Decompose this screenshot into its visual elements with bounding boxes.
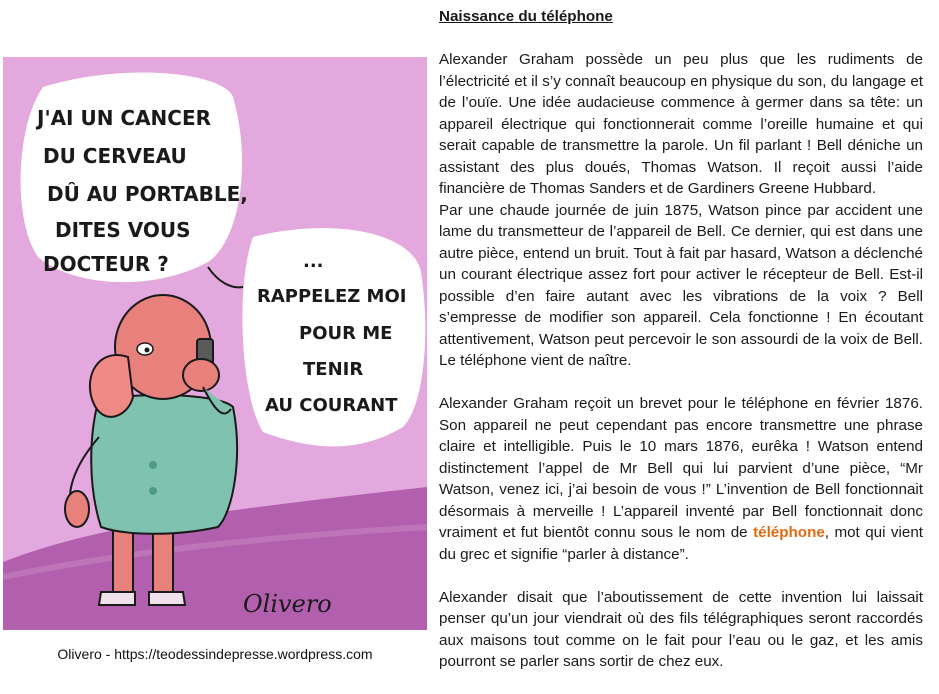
bubble-patient-line-4: DITES VOUS bbox=[55, 218, 191, 242]
highlight-telephone: téléphone bbox=[753, 524, 825, 541]
paragraph-3-text-start: Alexander Graham reçoit un brevet pour le téléphone en février 1876. Son appareil ne peut cependant pas encore transmettre une phrase claire et intelligible. Puis le 10 mars 1876, eurêka ! Watson entend distinctement l’appel de Mr Bell qui lui parvient d’une pièce, “Mr Watson, venez ici, j’ai besoin de vous !” L’invention de Bell fonctionnait désormais à merveille ! L’appareil inventé par Bell fonctionnait donc vraiment et fut bientôt connu sous le nom de bbox=[439, 395, 923, 541]
bubble-patient-line-5: DOCTEUR ? bbox=[43, 252, 169, 276]
bubble-reply-line-1: RAPPELEZ MOI bbox=[257, 286, 407, 307]
bubble-reply-line-4: AU COURANT bbox=[265, 395, 398, 416]
cartoon-illustration bbox=[3, 57, 427, 630]
bubble-reply-line-3: TENIR bbox=[303, 359, 364, 380]
bubble-reply-dots: ... bbox=[303, 251, 324, 272]
image-caption: Olivero - https://teodessindepresse.wordpress.com bbox=[57, 646, 373, 662]
bubble-patient-line-3: DÛ AU PORTABLE, bbox=[47, 182, 248, 206]
speech-bubble-doctor bbox=[242, 228, 425, 446]
article bbox=[439, 6, 923, 694]
article-paragraph-1: Alexander Graham possède un peu plus que les rudiments de l’électricité et il s’y connaît beaucoup en physique du son, du langage et de l’ouïe. Une idée audacieuse commence à germer dans sa tête: un appareil électrique qui fonctionnerait comme l’oreille humaine et qui serait capable de transmettre la parole. Un fil parlant ! Bell déniche un assistant des plus doués, Thomas Watson. Il reçoit aussi l’aide financière de Thomas Sanders et de Gardiners Greene Hubbard. bbox=[439, 51, 923, 197]
cartoon-signature: Olivero bbox=[243, 590, 332, 618]
article-paragraph-3 bbox=[439, 393, 923, 565]
article-title: Naissance du téléphone bbox=[439, 8, 613, 25]
article-paragraph-4: Alexander disait que l’aboutissement de cette invention lui laissait penser qu’un jour viendrait où des fils télégraphiques seront raccordés aux maisons tout comme on le fait pour l’eau ou le gaz, et les amis pourront se parler sans sortir de chez eux. bbox=[439, 588, 923, 670]
bubble-reply-line-2: POUR ME bbox=[299, 323, 393, 344]
bubble-patient-line-2: DU CERVEAU bbox=[43, 144, 187, 168]
bubble-patient-line-1: J'AI UN CANCER bbox=[37, 106, 212, 130]
paragraph-3-text-end: , mot qui vient du grec et signifie “parler à distance”. bbox=[439, 524, 923, 563]
article-paragraph-2: Par une chaude journée de juin 1875, Watson pince par accident une lame du transmetteur de l’appareil de Bell. Ce dernier, qui est dans une autre pièce, entend un bruit. Tout à fait par hasard, Watson a déclenché un courant électrique assez fort pour activer le récepteur de Bell. Est-il possible d’en faire autant avec les vibrations de la voix ? Bell s’empresse de modifier son appareil. Cela fonctionne ! En écoutant attentivement, Watson peut percevoir le son assourdi de la voix de Bell. Le téléphone vient de naître. bbox=[439, 201, 923, 369]
